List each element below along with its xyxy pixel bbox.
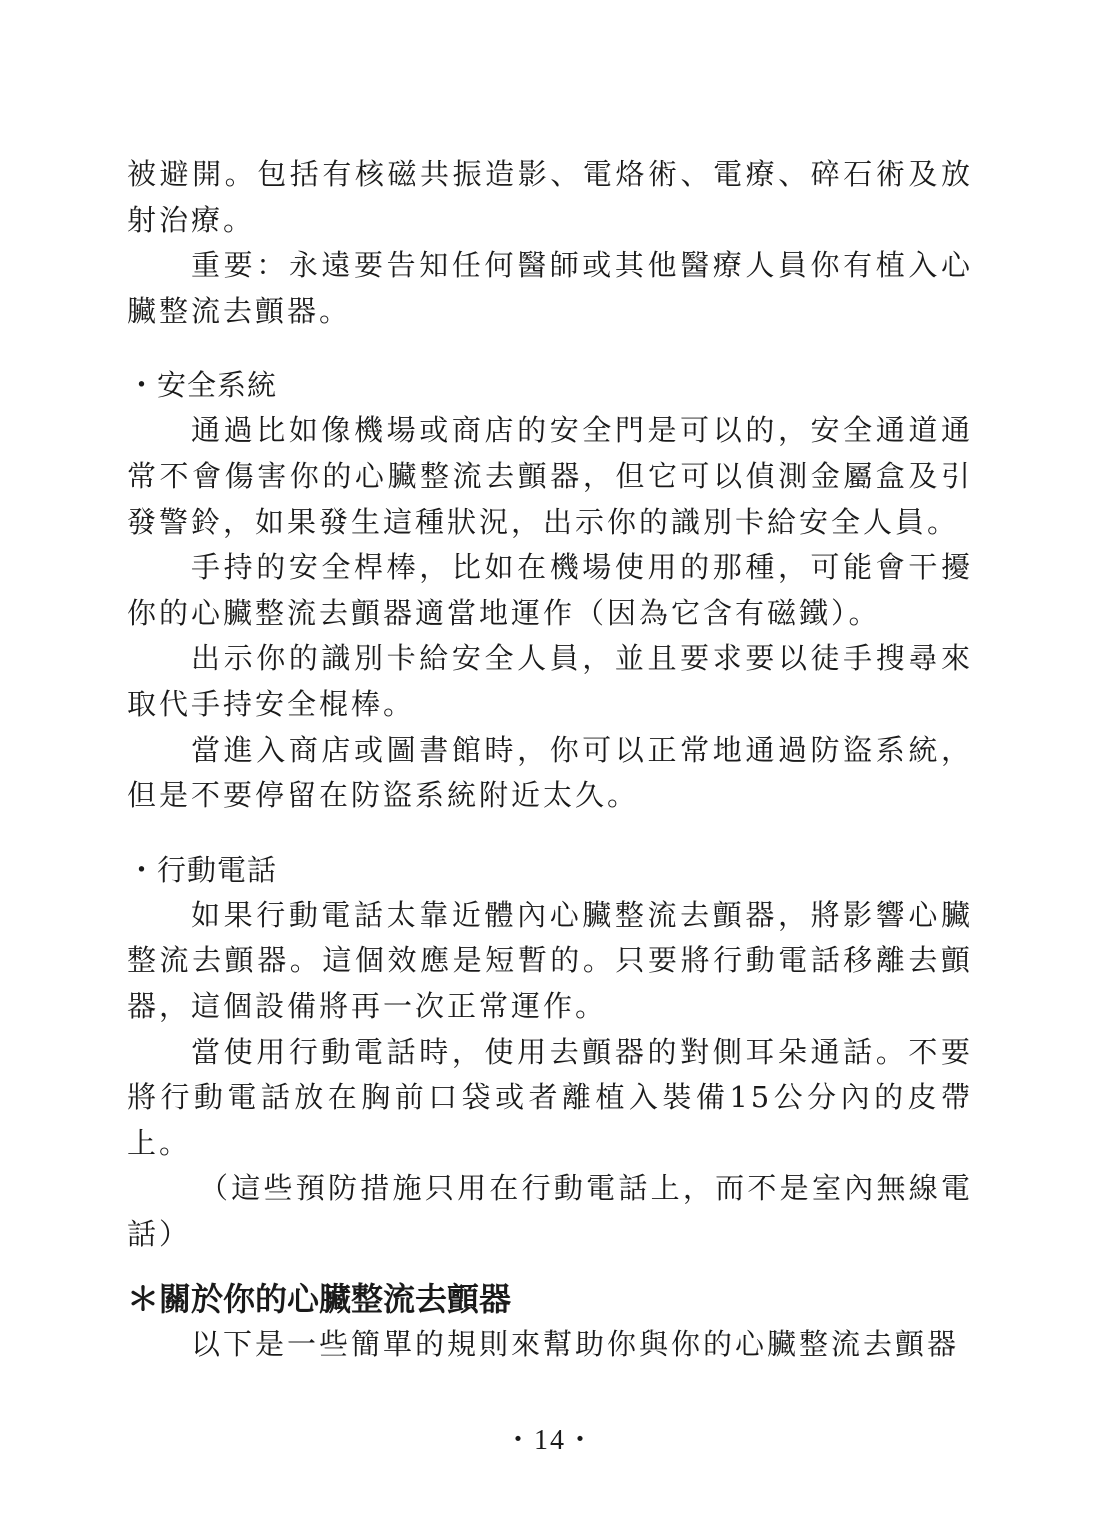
- paragraph-security-wands: 手持的安全桿棒，比如在機場使用的那種，可能會干擾你的心臟整流去顫器適當地運作（因為它含有磁鐵）。: [127, 550, 973, 630]
- heading-mobile-phones: ・行動電話: [127, 852, 278, 887]
- heading-security-systems: ・安全系統: [127, 368, 278, 403]
- paragraph-rules-intro: 以下是一些簡單的規則來幫助你與你的心臟整流去顫器: [191, 1327, 960, 1362]
- paragraph-important-notice: 重要：永遠要告知任何醫師或其他醫療人員你有植入心臟整流去顫器。: [127, 248, 973, 328]
- paragraph-mobile-effect: 如果行動電話太靠近體內心臟整流去顫器，將影響心臟整流去顫器。這個效應是短暫的。只要將行動電話移離去顫器，這個設備將再一次正常運作。: [127, 897, 973, 1023]
- paragraph-security-gates: 通過比如像機場或商店的安全門是可以的，安全通道通常不會傷害你的心臟整流去顫器，但它可以偵測金屬盒及引發警鈴，如果發生這種狀況，出示你的識別卡給安全人員。: [127, 413, 973, 539]
- paragraph-anti-theft: 當進入商店或圖書館時，你可以正常地通過防盜系統，但是不要停留在防盜系統附近太久。: [127, 732, 973, 813]
- paragraph-mobile-usage: 當使用行動電話時，使用去顫器的對側耳朵通話。不要將行動電話放在胸前口袋或者離植入裝備15公分內的皮帶上。: [127, 1034, 973, 1160]
- paragraph-mri-precautions: 被避開。包括有核磁共振造影、電烙術、電療、碎石術及放射治療。: [127, 157, 973, 237]
- heading-about-icd: ＊關於你的心臟整流去顫器: [127, 1280, 512, 1319]
- page-content: [127, 152, 973, 1368]
- paragraph-mobile-note: （這些預防措施只用在行動電話上，而不是室內無線電話）: [127, 1171, 973, 1251]
- page-number: ・14・: [503, 1425, 596, 1456]
- paragraph-show-id-card: 出示你的識別卡給安全人員，並且要求要以徒手搜尋來取代手持安全棍棒。: [127, 641, 973, 721]
